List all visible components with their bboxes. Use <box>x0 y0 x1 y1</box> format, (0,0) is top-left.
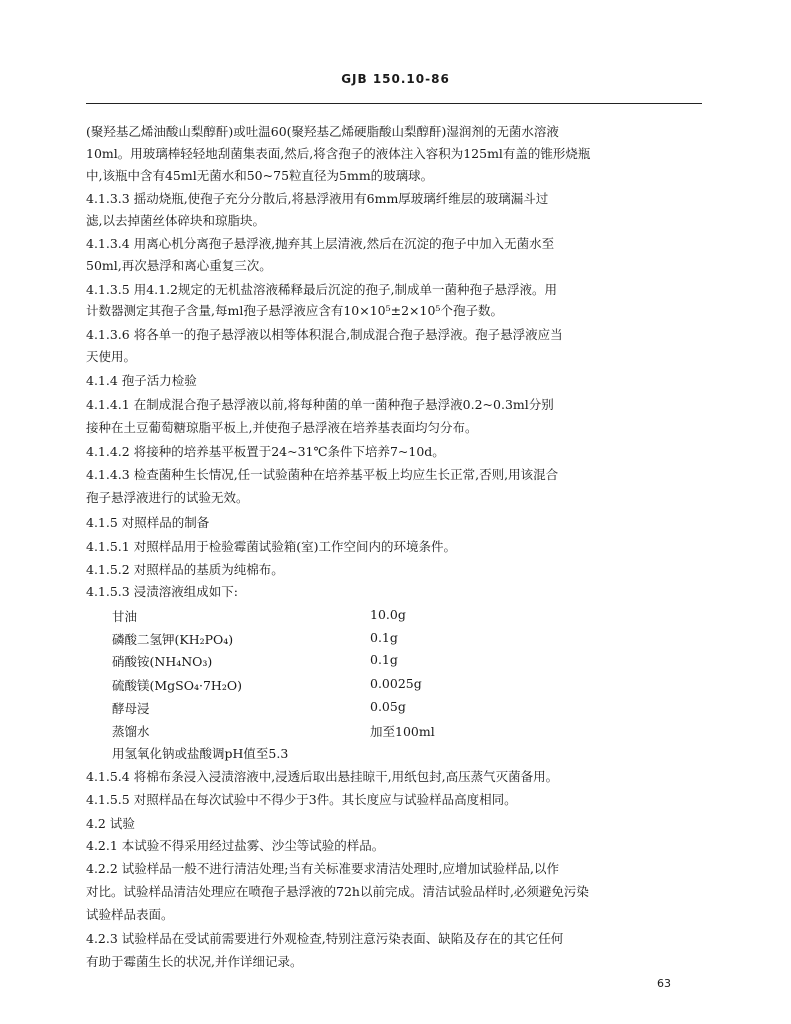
text-line: 4.1.4 孢子活力检验 <box>86 373 197 388</box>
text-line: 对比。试验样品清洁处理应在喷孢子悬浮液的72h以前完成。清洁试验品样时,必须避免污染 <box>86 884 589 899</box>
text-line: 4.2.1 本试验不得采用经过盐雾、沙尘等试验的样品。 <box>86 838 385 853</box>
text-line: 4.1.5.4 将棉布条浸入浸渍溶液中,浸透后取出悬挂晾干,用纸包封,高压蒸气灭菌备用。 <box>86 769 559 784</box>
page-number: 63 <box>657 977 671 990</box>
text-line: 滤,以去掉菌丝体碎块和琼脂块。 <box>86 213 265 228</box>
text-line: 孢子悬浮液进行的试验无效。 <box>86 490 249 505</box>
text-line: 50ml,再次悬浮和离心重复三次。 <box>86 258 272 273</box>
recipe-amount: 0.05g <box>370 699 406 714</box>
text-line: 4.1.4.1 在制成混合孢子悬浮液以前,将每种菌的单一菌种孢子悬浮液0.2~0.3ml分别 <box>86 397 554 412</box>
text-line: 4.2.3 试验样品在受试前需要进行外观检查,特别注意污染表面、缺陷及存在的其它任何 <box>86 931 564 946</box>
recipe-ingredient: 硫酸镁(MgSO₄·7H₂O) <box>112 678 242 693</box>
text-line: 4.1.3.3 摇动烧瓶,使孢子充分分散后,将悬浮液用有6mm厚玻璃纤维层的玻璃漏斗过 <box>86 191 549 206</box>
text-line: 4.1.5.2 对照样品的基质为纯棉布。 <box>86 562 284 577</box>
recipe-amount: 10.0g <box>370 607 406 622</box>
text-line: 中,该瓶中含有45ml无菌水和50~75粒直径为5mm的玻璃球。 <box>86 168 434 183</box>
recipe-amount: 0.1g <box>370 652 398 667</box>
recipe-ingredient: 甘油 <box>112 609 138 624</box>
text-line: 天使用。 <box>86 349 137 364</box>
document-code-header: GJB 150.10-86 <box>341 72 450 86</box>
recipe-ingredient: 磷酸二氢钾(KH₂PO₄) <box>112 632 234 647</box>
text-line: 4.2 试验 <box>86 816 135 831</box>
text-line: 4.1.4.2 将接种的培养基平板置于24~31℃条件下培养7~10d。 <box>86 444 445 459</box>
text-line: 4.1.5.5 对照样品在每次试验中不得少于3件。其长度应与试验样品高度相同。 <box>86 792 517 807</box>
header-rule <box>86 103 702 104</box>
text-line: 4.1.4.3 检查菌种生长情况,任一试验菌种在培养基平板上均应生长正常,否则,用该混合 <box>86 467 559 482</box>
text-line: 4.1.5 对照样品的制备 <box>86 515 210 530</box>
text-line: 10ml。用玻璃棒轻轻地刮菌集表面,然后,将含孢子的液体注入容积为125ml有盖的锥形烧瓶 <box>86 146 591 161</box>
text-line: 试验样品表面。 <box>86 907 174 922</box>
text-line: 4.1.5.1 对照样品用于检验霉菌试验箱(室)工作空间内的环境条件。 <box>86 539 456 554</box>
recipe-ingredient: 硝酸铵(NH₄NO₃) <box>112 654 213 669</box>
recipe-ingredient: 蒸馏水 <box>112 724 150 739</box>
text-line: 用氢氧化钠或盐酸调pH值至5.3 <box>112 746 289 761</box>
text-line: 4.1.3.4 用离心机分离孢子悬浮液,抛弃其上层清液,然后在沉淀的孢子中加入无菌水至 <box>86 236 555 251</box>
text-line: 接种在土豆葡萄糖琼脂平板上,并使孢子悬浮液在培养基表面均匀分布。 <box>86 420 478 435</box>
text-line: (聚羟基乙烯油酸山梨醇酐)或吐温60(聚羟基乙烯硬脂酸山梨醇酐)湿润剂的无菌水溶液 <box>86 124 559 139</box>
text-line: 4.2.2 试验样品一般不进行清洁处理;当有关标准要求清洁处理时,应增加试验样品,以作 <box>86 861 559 876</box>
recipe-ingredient: 酵母浸 <box>112 701 150 716</box>
text-line: 4.1.3.6 将各单一的孢子悬浮液以相等体积混合,制成混合孢子悬浮液。孢子悬浮液应当 <box>86 327 563 342</box>
recipe-amount: 0.1g <box>370 630 398 645</box>
text-line: 4.1.3.5 用4.1.2规定的无机盐溶液稀释最后沉淀的孢子,制成单一菌种孢子悬浮液。用 <box>86 282 557 297</box>
text-line: 有助于霉菌生长的状况,并作详细记录。 <box>86 954 303 969</box>
text-line: 计数器测定其孢子含量,每ml孢子悬浮液应含有10×10⁵±2×10⁵个孢子数。 <box>86 303 503 318</box>
recipe-amount: 0.0025g <box>370 676 422 691</box>
text-line: 4.1.5.3 浸渍溶液组成如下: <box>86 584 238 599</box>
recipe-amount: 加至100ml <box>370 724 435 739</box>
